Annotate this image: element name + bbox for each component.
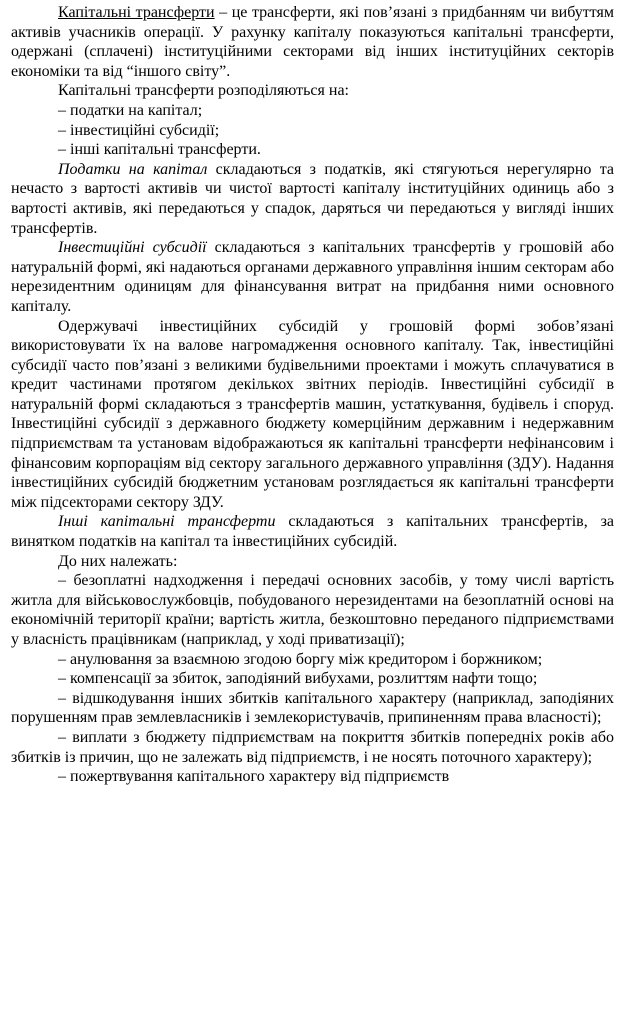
list-item-damage-compensation: – компенсації за збиток, заподіяний вибухами, розлиттям нафти тощо; (58, 670, 538, 688)
term-investment-subsidies: Інвестиційні субсидії (58, 239, 207, 257)
list-item-capital-taxes: – податки на капітал; (58, 101, 203, 119)
paragraph-these-include: До них належать: (58, 552, 178, 570)
term-capital-transfers: Капітальні трансферти (58, 4, 215, 21)
paragraph-capital-transfers-definition (11, 3, 614, 81)
list-item-free-receipts: – безоплатні надходження і передачі основних засобів, у тому числі вартість житла для військовослужбовців, побудованого нерезидентами на безоплатній основі на економічній території країни; вартість житла, безкоштовно переданого підприємствами у власність працівникам (наприклад, у ході приватизації); (11, 572, 614, 648)
list-item-budget-payments: – виплати з бюджету підприємствам на покриття збитків попередніх років або збитків із причин, що не залежать від підприємств, і не носять поточного характеру); (11, 728, 614, 766)
term-other-capital-transfers: Інші капітальні трансферти (58, 513, 276, 531)
paragraph-text: складаються з капітальних трансфертів, за винятком податків на капітал та інвестиційних субсидій. (11, 513, 614, 551)
list-item-donations: – пожертвування капітального характеру від підприємств (58, 768, 450, 786)
paragraph-distribution-intro: Капітальні трансферти розподіляються на: (58, 82, 349, 100)
paragraph-capital-taxes (11, 160, 614, 238)
paragraph-text: складаються з капітальних трансфертів у грошовій або натуральній формі, які надаються органами державного управління іншим секторам або нерезидентним одиницям для фінансування витрат на придбання ними основного капіталу. (11, 239, 614, 315)
list-item-debt-cancellation: – анулювання за взаємною згодою боргу між кредитором і боржником; (58, 650, 543, 668)
paragraph-other-capital-transfers (11, 512, 614, 551)
list-item-other-losses: – відшкодування інших збитків капітального характеру (наприклад, заподіяних порушенням прав землевласників і землекористувачів, припиненням права власності); (11, 689, 614, 727)
paragraph-text: складаються з податків, які стягуються нерегулярно та нечасто з вартості активів чи чистої вартості капіталу інституційних одиниць або з вартості активів, які передаються у спадок, даряться чи передаються у вигляді інших трансфертів. (11, 160, 615, 237)
paragraph-text: – це трансферти, які пов’язані з придбанням чи вибуттям активів учасників операції. У рахунку капіталу показуються капітальні трансферти, одержані (сплачені) інституційними секторами від інших інституційних секторів економіки та від “іншого світу”. (11, 4, 615, 80)
paragraph-subsidy-recipients: Одержувачі інвестиційних субсидій у грошовій формі зобов’язані використовувати їх на валове нагромадження основного капіталу. Так, інвестиційні субсидії часто пов’язані з великими будівельними проектами і можуть сплачуватися в кредит частинами протягом декількох звітних періодів. Інвестиційні субсидії в натуральній формі складаються з трансфертів машин, устаткування, будівель і споруд. Інвестиційні субсидії з державного бюджету комерційним державним і недержавним підприємствам та установам відображаються як капітальні трансферти нефінансовим і фінансовим корпораціям від сектору загального державного управління (ЗДУ). Надання інвестиційних субсидій бюджетним установам розглядається як капітальні трансферти між підсекторами сектору ЗДУ. (11, 317, 614, 511)
term-capital-taxes: Податки на капітал (58, 160, 208, 178)
list-item-investment-subsidies: – інвестиційні субсидії; (58, 121, 220, 139)
paragraph-investment-subsidies (11, 238, 614, 316)
list-item-other-transfers: – інші капітальні трансферти. (58, 141, 261, 159)
